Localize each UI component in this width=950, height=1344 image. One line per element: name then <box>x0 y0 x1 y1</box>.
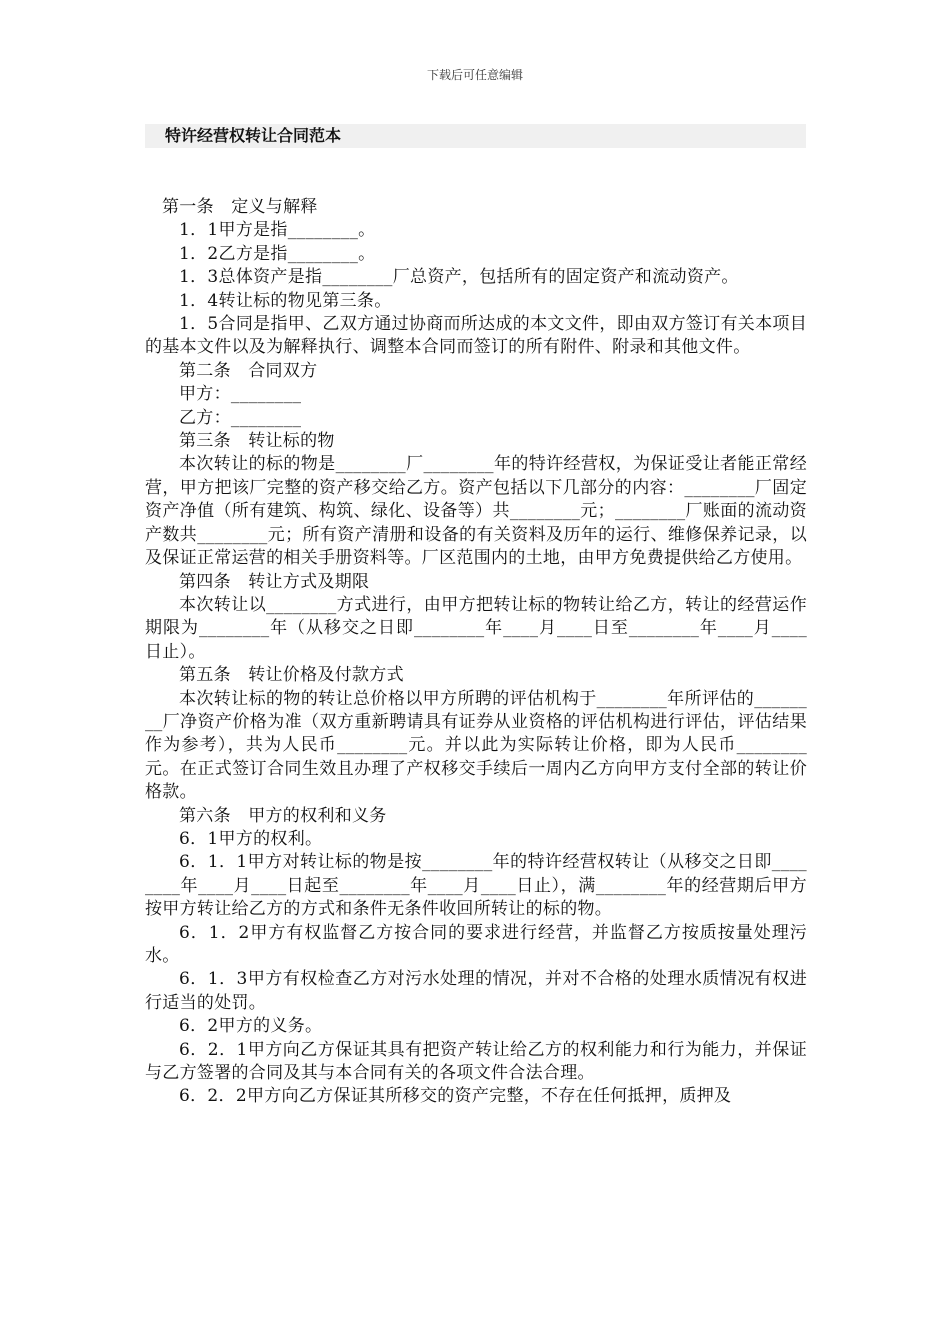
clause: 1．2乙方是指________。 <box>179 243 376 264</box>
clause: 6．2．2甲方向乙方保证其所移交的资产完整，不存在任何抵押，质押及 <box>179 1086 732 1107</box>
document-body <box>145 196 807 1109</box>
clause: 甲方：________ <box>179 384 302 405</box>
clause: 6．1．2甲方有权监督乙方按合同的要求进行经营，并监督乙方按质按量处理污水。 <box>145 922 807 966</box>
clause: 本次转让的标的物是________厂________年的特许经营权，为保证受让者能正常经营，甲方把该厂完整的资产移交给乙方。资产包括以下几部分的内容：________厂固定资产净值（所有建筑、构筑、绿化、设备等）共________元；________厂账面的流动资产数共________元；所有资产清册和设备的有关资料及历年的运行、维修保养记录，以及保证正常运营的相关手册资料等。厂区范围内的土地，由甲方免费提供给乙方使用。 <box>145 454 807 569</box>
article-heading: 第五条 转让价格及付款方式 <box>179 665 404 686</box>
clause: 本次转让标的物的转让总价格以甲方所聘的评估机构于________年所评估的________厂净资产价格为准（双方重新聘请具有证券从业资格的评估机构进行评估，评估结果作为参考），共为人民币________元。并以此为实际转让价格，即为人民币________元。在正式签订合同生效且办理了产权移交手续后一周内乙方向甲方支付全部的转让价格款。 <box>145 688 807 803</box>
article-heading: 第三条 转让标的物 <box>179 431 335 452</box>
document-title: 特许经营权转让合同范本 <box>165 126 342 145</box>
clause: 6．1甲方的权利。 <box>179 828 323 849</box>
article-heading: 第四条 转让方式及期限 <box>179 571 370 592</box>
clause: 1．1甲方是指________。 <box>179 220 376 241</box>
article-heading: 第二条 合同双方 <box>179 360 318 381</box>
article-heading: 第六条 甲方的权利和义务 <box>179 805 387 826</box>
header-note: 下载后可任意编辑 <box>426 68 523 82</box>
clause: 本次转让以________方式进行，由甲方把转让标的物转让给乙方，转让的经营运作期限为________年（从移交之日即________年____月____日至________年____月____日止）。 <box>145 594 807 662</box>
title-bar <box>145 124 806 148</box>
clause: 6．2．1甲方向乙方保证其具有把资产转让给乙方的权利能力和行为能力，并保证与乙方签署的合同及其与本合同有关的各项文件合法合理。 <box>145 1039 807 1084</box>
clause: 1．3总体资产是指________厂总资产，包括所有的固定资产和流动资产。 <box>179 267 739 288</box>
clause: 6．2甲方的义务。 <box>179 1016 323 1037</box>
article-heading: 第一条 定义与解释 <box>162 197 318 217</box>
clause: 6．1．3甲方有权检查乙方对污水处理的情况，并对不合格的处理水质情况有权进行适当的处罚。 <box>145 969 807 1013</box>
clause: 乙方：________ <box>179 407 302 428</box>
clause: 1．4转让标的物见第三条。 <box>179 290 392 311</box>
clause: 6．1．1甲方对转让标的物是按________年的特许经营权转让（从移交之日即________年____月____日起至________年____月____日止），满________年的经营期后甲方按甲方转让给乙方的方式和条件无条件收回所转让的标的物。 <box>145 852 807 920</box>
clause: 1．5合同是指甲、乙双方通过协商而所达成的本文文件，即由双方签订有关本项目的基本文件以及为解释执行、调整本合同而签订的所有附件、附录和其他文件。 <box>145 314 807 358</box>
